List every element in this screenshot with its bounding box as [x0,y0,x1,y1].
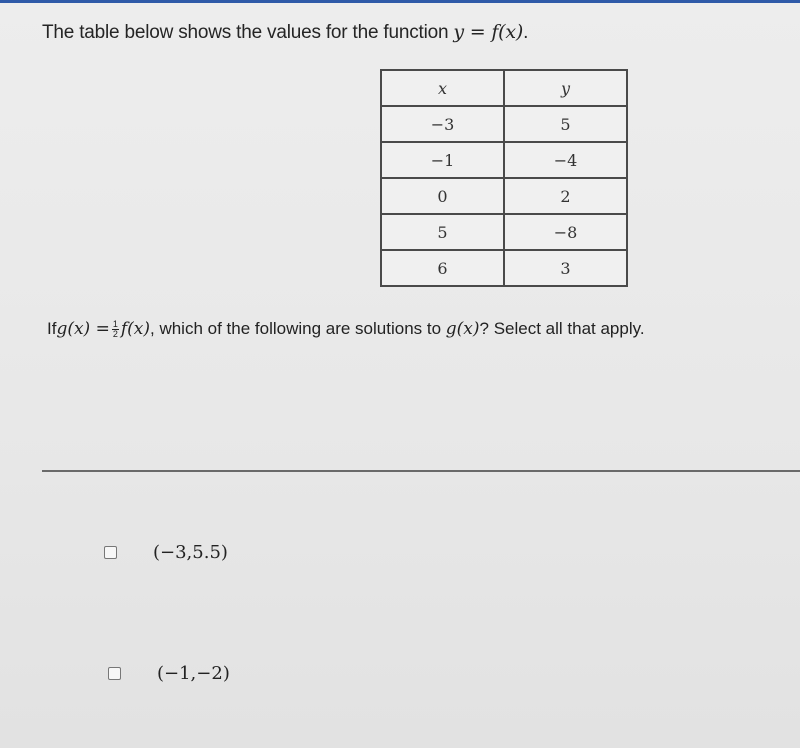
question-text [42,21,528,44]
question-end: . [523,22,529,43]
table-row [381,142,627,178]
prompt-prefix: If [47,319,57,338]
answer-option[interactable] [104,542,228,563]
table-row [381,106,627,142]
cell-x: −3 [381,106,504,142]
cell-x: 6 [381,250,504,286]
option-label: (−3,5.5) [153,542,228,563]
table-row [381,250,627,286]
table-row [381,214,627,250]
option-checkbox[interactable] [104,546,117,559]
header-y: y [504,70,627,106]
section-divider [42,470,800,472]
cell-y: −4 [504,142,627,178]
cell-x: 5 [381,214,504,250]
option-label: (−1,−2) [157,663,230,684]
table-header-row [381,70,627,106]
cell-y: 2 [504,178,627,214]
fraction-numerator: 1 [112,318,118,329]
answer-option[interactable] [108,663,230,684]
question-page [0,3,800,748]
question-intro: The table below shows the values for the function [42,22,454,43]
question-prompt [47,319,645,339]
fraction-one-half [112,320,119,339]
cell-x: 0 [381,178,504,214]
values-table [380,69,628,287]
cell-y: 3 [504,250,627,286]
option-checkbox[interactable] [108,667,121,680]
prompt-lhs: g(x) = [56,319,110,339]
header-x: x [381,70,504,106]
cell-y: 5 [504,106,627,142]
cell-x: −1 [381,142,504,178]
prompt-target: g(x) [445,319,480,339]
function-expression: y = f(x) [453,21,524,43]
cell-y: −8 [504,214,627,250]
fraction-denominator: 2 [112,328,118,339]
table-row [381,178,627,214]
prompt-middle: , which of the following are solutions to [150,319,446,338]
prompt-rhs: f(x) [120,319,150,339]
prompt-suffix: ? Select all that apply. [479,319,645,338]
